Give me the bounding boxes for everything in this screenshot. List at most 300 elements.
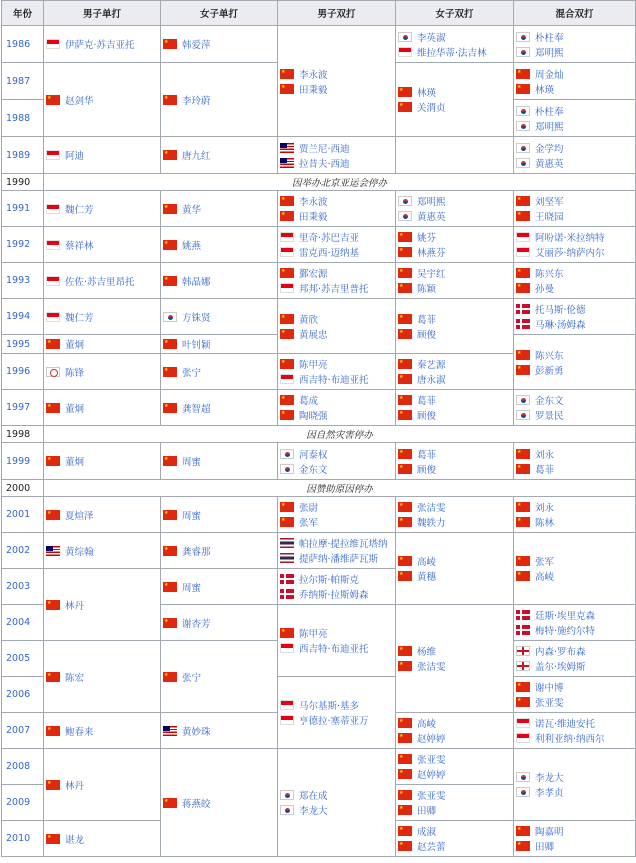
korea-flag-icon (163, 312, 177, 322)
champion-cell (396, 605, 514, 713)
malaysia-flag-icon (280, 143, 294, 153)
player-link[interactable]: 葛菲 (535, 464, 555, 476)
champion-cell (44, 821, 161, 857)
player-link[interactable]: 梅特·施约尔特 (535, 626, 596, 637)
china-flag-icon (280, 196, 294, 206)
player-link[interactable]: 里奇·苏巴吉亚 (299, 233, 360, 244)
player-link[interactable]: 西吉特·布迪亚托 (299, 375, 369, 386)
player-link[interactable]: 陈兴东 (535, 269, 564, 280)
player-link[interactable]: 托马斯·伦德 (535, 305, 586, 316)
player-link[interactable]: 黄穗 (417, 572, 437, 583)
player-link[interactable]: 顾俊 (417, 464, 437, 476)
player-link[interactable]: 董炯 (65, 457, 85, 468)
player-link[interactable]: 周蜜 (182, 582, 202, 594)
thailand-flag-icon (280, 553, 294, 563)
player-link[interactable]: 佐佐·苏吉里昂托 (65, 276, 135, 288)
champion-cell (514, 390, 636, 426)
china-flag-icon (398, 769, 412, 779)
player-link[interactable]: 维拉华蒂·法吉林 (417, 47, 487, 59)
player-link[interactable]: 陶嘉明 (535, 827, 564, 838)
player-link[interactable]: 陈兴东 (535, 350, 564, 362)
player-link[interactable]: 鲍春来 (65, 726, 94, 738)
player-link[interactable]: 乔纳斯·拉斯姆森 (299, 590, 369, 601)
china-flag-icon (46, 834, 60, 844)
england-flag-icon (516, 661, 530, 671)
year-cell[interactable]: 2010 (2, 821, 44, 857)
china-flag-icon (163, 798, 177, 808)
player-link[interactable]: 顾俊 (417, 329, 437, 341)
player-link[interactable]: 谢中博 (535, 683, 564, 694)
player-link[interactable]: 葛成 (299, 396, 319, 407)
champion-cell (514, 263, 636, 299)
player-link[interactable]: 张军 (535, 557, 555, 568)
indonesia-flag-icon (46, 276, 60, 286)
player-link[interactable]: 张尉 (299, 503, 319, 514)
player-link[interactable]: 张军 (299, 518, 319, 529)
player-link[interactable]: 葛菲 (417, 314, 437, 326)
champion-cell (396, 821, 514, 857)
indonesia-flag-icon (46, 312, 60, 322)
player-link[interactable]: 李龙大 (535, 773, 564, 784)
champion-cell (514, 533, 636, 605)
player-link[interactable]: 杨维 (417, 647, 437, 658)
denmark-flag-icon (516, 304, 530, 314)
china-flag-icon (516, 196, 530, 206)
player-link[interactable]: 葛菲 (417, 396, 437, 407)
china-flag-icon (163, 403, 177, 413)
player-link[interactable]: 姚燕 (182, 240, 202, 252)
player-link[interactable]: 张亚雯 (535, 698, 564, 709)
player-link[interactable]: 彭新勇 (535, 365, 564, 377)
champion-cell (514, 227, 636, 263)
cancelled-note: 因赞助原因停办 (44, 480, 636, 497)
player-link[interactable]: 田卿 (535, 842, 555, 853)
indonesia-flag-icon (280, 643, 294, 653)
player-link[interactable]: 林瑛 (535, 84, 555, 96)
champion-cell (161, 749, 278, 857)
china-flag-icon (280, 410, 294, 420)
player-link[interactable]: 谢杏芳 (182, 618, 211, 630)
champion-cell (44, 443, 161, 480)
korea-flag-icon (398, 32, 412, 42)
player-link[interactable]: 李英淑 (417, 32, 446, 44)
champion-cell (514, 100, 636, 137)
china-flag-icon (398, 449, 412, 459)
player-link[interactable]: 张洁雯 (417, 662, 446, 673)
player-link[interactable]: 罗景民 (535, 411, 564, 422)
year-cell[interactable]: 2003 (2, 569, 44, 605)
year-cell[interactable]: 2007 (2, 713, 44, 749)
player-link[interactable]: 李龙大 (299, 806, 328, 817)
player-link[interactable]: 邦邦·苏吉里普托 (299, 284, 369, 295)
player-link[interactable]: 李永波 (299, 69, 328, 81)
player-link[interactable]: 陈林 (535, 518, 555, 529)
player-link[interactable]: 高崚 (535, 572, 555, 583)
player-link[interactable]: 赵婷婷 (417, 734, 446, 745)
champion-cell (514, 26, 636, 63)
china-flag-icon (398, 571, 412, 581)
player-link[interactable]: 伊萨克·苏吉亚托 (65, 40, 135, 51)
malaysia-flag-icon (163, 726, 177, 736)
year-cell[interactable]: 1986 (2, 26, 44, 63)
player-link[interactable]: 赵剑华 (65, 95, 94, 107)
player-link[interactable]: 马尔基斯·基多 (299, 701, 360, 712)
china-flag-icon (398, 268, 412, 278)
champion-cell (161, 335, 278, 354)
player-link[interactable]: 蒋燕皎 (182, 798, 211, 810)
player-link[interactable]: 盖尔·埃姆斯 (535, 662, 586, 673)
player-link[interactable]: 田秉毅 (299, 212, 328, 223)
champion-cell (278, 191, 396, 227)
champion-cell (161, 641, 278, 713)
china-flag-icon (280, 84, 294, 94)
player-link[interactable]: 帕拉摩·提拉维瓦塔纳 (299, 539, 388, 550)
player-link[interactable]: 林燕芬 (417, 248, 446, 259)
china-flag-icon (398, 805, 412, 815)
champion-cell (44, 749, 161, 821)
year-cell[interactable]: 1994 (2, 299, 44, 335)
player-link[interactable]: 李孝贞 (535, 788, 564, 799)
table-row (2, 497, 636, 533)
champion-cell (278, 677, 396, 749)
player-link[interactable]: 艾丽莎·纳萨内尔 (535, 248, 605, 259)
china-flag-icon (398, 283, 412, 293)
korea-flag-icon (280, 790, 294, 800)
china-flag-icon (398, 247, 412, 257)
player-link[interactable]: 陈颖 (417, 284, 437, 295)
china-flag-icon (516, 517, 530, 527)
indonesia-flag-icon (46, 150, 60, 160)
player-link[interactable]: 孙曼 (535, 284, 555, 295)
player-link[interactable]: 高崚 (417, 557, 437, 568)
year-cell[interactable]: 1987 (2, 63, 44, 100)
player-link[interactable]: 刘永 (535, 503, 555, 514)
player-link[interactable]: 郑明熙 (417, 197, 446, 208)
player-link[interactable]: 赵芸蕾 (417, 842, 446, 853)
denmark-flag-icon (280, 589, 294, 599)
england-flag-icon (516, 646, 530, 656)
year-cell: 1998 (2, 426, 44, 443)
player-link[interactable]: 赵婷婷 (417, 770, 446, 781)
player-link[interactable]: 贾兰尼·西迪 (299, 143, 350, 155)
denmark-flag-icon (280, 574, 294, 584)
player-link[interactable]: 陈宏 (65, 672, 85, 684)
china-flag-icon (516, 826, 530, 836)
player-link[interactable]: 关渭贞 (417, 103, 446, 114)
player-link[interactable]: 葛菲 (417, 449, 437, 461)
player-link[interactable]: 蔡祥林 (65, 240, 94, 252)
player-link[interactable]: 王晓园 (535, 212, 564, 223)
champion-cell (161, 26, 278, 63)
table-row (2, 137, 636, 174)
player-link[interactable]: 魏轶力 (417, 518, 446, 529)
player-link[interactable]: 西吉特·布迪亚托 (299, 644, 369, 655)
table-row (2, 426, 636, 443)
champion-cell (161, 713, 278, 749)
player-link[interactable]: 谌龙 (65, 834, 85, 846)
china-flag-icon (398, 410, 412, 420)
champion-cell (514, 641, 636, 677)
year-cell: 1990 (2, 174, 44, 191)
champion-cell (514, 299, 636, 335)
china-flag-icon (163, 339, 177, 349)
player-link[interactable]: 方铢贤 (182, 312, 211, 324)
champion-cell (278, 137, 396, 174)
champion-cell (396, 390, 514, 426)
year-cell[interactable]: 2009 (2, 785, 44, 821)
player-link[interactable]: 周蜜 (182, 457, 202, 468)
year-cell[interactable]: 1993 (2, 263, 44, 299)
champion-cell (396, 713, 514, 749)
player-link[interactable]: 林丹 (65, 600, 85, 612)
year-cell[interactable]: 2006 (2, 677, 44, 713)
cancelled-note: 因自然灾害停办 (44, 426, 636, 443)
table-row (2, 443, 636, 480)
player-link[interactable]: 田秉毅 (299, 84, 328, 96)
player-link[interactable]: 林瑛 (417, 88, 437, 99)
table-row (2, 191, 636, 227)
china-flag-icon (516, 571, 530, 581)
player-link[interactable]: 黄妙珠 (182, 726, 211, 738)
champion-cell (396, 749, 514, 785)
china-flag-icon (163, 672, 177, 682)
player-link[interactable]: 魏仁芳 (65, 312, 94, 324)
player-link[interactable]: 李永波 (299, 197, 328, 208)
champion-cell (161, 137, 278, 174)
korea-flag-icon (516, 410, 530, 420)
korea-flag-icon (516, 395, 530, 405)
champion-cell (278, 749, 396, 857)
china-flag-icon (398, 232, 412, 242)
player-link[interactable]: 林丹 (65, 780, 85, 792)
player-link[interactable]: 利利亚纳·纳西尔 (535, 734, 605, 745)
china-flag-icon (280, 69, 294, 79)
player-link[interactable]: 黄欣 (299, 314, 319, 326)
player-link[interactable]: 提萨纳·潘维萨瓦斯 (299, 554, 379, 565)
year-cell[interactable]: 1988 (2, 100, 44, 137)
year-cell[interactable]: 1989 (2, 137, 44, 174)
player-link[interactable]: 魏仁芳 (65, 204, 94, 216)
player-link[interactable]: 田卿 (417, 806, 437, 817)
champion-cell (396, 299, 514, 354)
korea-flag-icon (516, 772, 530, 782)
player-link[interactable]: 李玲蔚 (182, 95, 211, 107)
china-flag-icon (516, 268, 530, 278)
china-flag-icon (398, 646, 412, 656)
year-cell[interactable]: 1992 (2, 227, 44, 263)
player-link[interactable]: 阿迪 (65, 151, 85, 162)
china-flag-icon (398, 841, 412, 851)
china-flag-icon (280, 211, 294, 221)
champion-cell (514, 335, 636, 390)
china-flag-icon (163, 367, 177, 377)
year-cell[interactable]: 1991 (2, 191, 44, 227)
player-link[interactable]: 黄惠英 (417, 212, 446, 223)
china-flag-icon (163, 510, 177, 520)
champion-cell (278, 569, 396, 605)
player-link[interactable]: 朴柱奉 (535, 106, 564, 118)
player-link[interactable]: 董炯 (65, 340, 85, 351)
china-flag-icon (516, 84, 530, 94)
player-link[interactable]: 马琳·汤姆森 (535, 320, 586, 331)
china-flag-icon (398, 395, 412, 405)
player-link[interactable]: 陶晓强 (299, 411, 328, 422)
indonesia-flag-icon (46, 240, 60, 250)
player-link[interactable]: 金东文 (535, 396, 564, 407)
player-link[interactable]: 亨德拉·塞蒂亚万 (299, 716, 369, 727)
player-link[interactable]: 龚睿那 (182, 546, 211, 558)
champion-cell (278, 227, 396, 263)
player-link[interactable]: 陈甲亮 (299, 629, 328, 640)
player-link[interactable]: 拉昔夫·西迪 (299, 158, 350, 170)
china-flag-icon (516, 449, 530, 459)
year-cell[interactable]: 2008 (2, 749, 44, 785)
player-link[interactable]: 郑在成 (299, 791, 328, 802)
player-link[interactable]: 陈锋 (65, 367, 85, 379)
denmark-flag-icon (516, 319, 530, 329)
player-link[interactable]: 郑明熙 (535, 121, 564, 133)
player-link[interactable]: 周蜜 (182, 510, 202, 522)
china-flag-icon (516, 365, 530, 375)
player-link[interactable]: 诺瓦·维迪安托 (535, 719, 596, 730)
cancelled-note: 因举办北京亚运会停办 (44, 174, 636, 191)
champion-cell (44, 497, 161, 533)
china-flag-icon (398, 329, 412, 339)
player-link[interactable]: 内森·罗布森 (535, 647, 586, 658)
indonesia-flag-icon (516, 247, 530, 257)
player-link[interactable]: 董炯 (65, 403, 85, 415)
table-row (2, 390, 636, 426)
indonesia-flag-icon (280, 283, 294, 293)
china-flag-icon (398, 826, 412, 836)
player-link[interactable]: 张亚雯 (417, 755, 446, 766)
player-link[interactable]: 唐九红 (182, 151, 211, 162)
player-link[interactable]: 秦艺源 (417, 360, 446, 371)
china-flag-icon (516, 556, 530, 566)
year-cell[interactable]: 2001 (2, 497, 44, 533)
china-flag-icon (398, 790, 412, 800)
indonesia-flag-icon (516, 733, 530, 743)
china-flag-icon (516, 211, 530, 221)
china-flag-icon (398, 87, 412, 97)
table-row (2, 299, 636, 335)
player-link[interactable]: 刘永 (535, 449, 555, 461)
champion-cell (161, 263, 278, 299)
korea-flag-icon (516, 106, 530, 116)
china-flag-icon (163, 546, 177, 556)
player-link[interactable]: 黄综翰 (65, 546, 94, 558)
champion-cell (44, 335, 161, 354)
champion-cell (278, 533, 396, 569)
champion-cell (44, 641, 161, 713)
player-link[interactable]: 金学均 (535, 143, 564, 155)
header-mens-singles: 男子单打 (44, 1, 161, 26)
denmark-flag-icon (516, 625, 530, 635)
champions-table (1, 0, 636, 857)
china-flag-icon (163, 240, 177, 250)
player-link[interactable]: 雷克西·迈纳基 (299, 248, 360, 259)
player-link[interactable]: 黄展忠 (299, 329, 328, 341)
player-link[interactable]: 河泰权 (299, 449, 328, 461)
player-link[interactable]: 韩晶娜 (182, 276, 211, 288)
champion-cell (514, 497, 636, 533)
player-link[interactable]: 鄞宏源 (299, 269, 328, 280)
year-cell[interactable]: 1996 (2, 354, 44, 390)
indonesia-flag-icon (280, 700, 294, 710)
player-link[interactable]: 龚智超 (182, 403, 211, 415)
korea-flag-icon (516, 158, 530, 168)
player-link[interactable]: 夏煊泽 (65, 510, 94, 522)
player-link[interactable]: 朴柱奉 (535, 32, 564, 44)
china-flag-icon (163, 150, 177, 160)
player-link[interactable]: 周金灿 (535, 69, 564, 81)
player-link[interactable]: 郑明熙 (535, 47, 564, 59)
player-link[interactable]: 刘坚军 (535, 197, 564, 208)
player-link[interactable]: 廷斯·埃里克森 (535, 611, 596, 622)
champion-cell (161, 227, 278, 263)
korea-flag-icon (280, 464, 294, 474)
china-flag-icon (163, 276, 177, 286)
champion-cell (161, 569, 278, 605)
table-row (2, 480, 636, 497)
champion-cell (514, 137, 636, 174)
player-link[interactable]: 吴宇红 (417, 269, 446, 280)
indonesia-flag-icon (516, 718, 530, 728)
champion-cell (514, 821, 636, 857)
player-link[interactable]: 高崚 (417, 719, 437, 730)
china-flag-icon (46, 95, 60, 105)
champion-cell (396, 785, 514, 821)
year-cell[interactable]: 1995 (2, 335, 44, 354)
player-link[interactable]: 张宁 (182, 672, 202, 684)
champion-cell (396, 354, 514, 390)
china-flag-icon (516, 502, 530, 512)
champion-cell (161, 63, 278, 137)
champion-cell (396, 191, 514, 227)
player-link[interactable]: 顾俊 (417, 411, 437, 422)
china-flag-icon (46, 510, 60, 520)
player-link[interactable]: 黄惠英 (535, 158, 564, 170)
year-cell[interactable]: 2002 (2, 533, 44, 569)
china-flag-icon (280, 395, 294, 405)
player-link[interactable]: 陈甲亮 (299, 360, 328, 371)
player-link[interactable]: 拉尔斯·帕斯克 (299, 575, 360, 586)
year-cell[interactable]: 1999 (2, 443, 44, 480)
player-link[interactable]: 成淑 (417, 827, 437, 838)
year-cell[interactable]: 2004 (2, 605, 44, 641)
champion-cell (44, 137, 161, 174)
china-flag-icon (46, 339, 60, 349)
indonesia-flag-icon (280, 232, 294, 242)
player-link[interactable]: 张宁 (182, 367, 202, 379)
player-link[interactable]: 张亚雯 (417, 791, 446, 802)
player-link[interactable]: 叶钊颖 (182, 340, 211, 351)
year-cell[interactable]: 2005 (2, 641, 44, 677)
champion-cell (161, 354, 278, 390)
player-link[interactable]: 唐永淑 (417, 375, 446, 386)
china-flag-icon (280, 329, 294, 339)
player-link[interactable]: 阿吩诺·米拉纳特 (535, 233, 605, 244)
table-row (2, 174, 636, 191)
year-cell[interactable]: 1997 (2, 390, 44, 426)
china-flag-icon (46, 403, 60, 413)
player-link[interactable]: 黄华 (182, 204, 202, 216)
player-link[interactable]: 韩爱萍 (182, 40, 211, 51)
player-link[interactable]: 张洁雯 (417, 503, 446, 514)
indonesia-flag-icon (516, 232, 530, 242)
player-link[interactable]: 金东文 (299, 464, 328, 476)
player-link[interactable]: 姚芬 (417, 233, 437, 244)
